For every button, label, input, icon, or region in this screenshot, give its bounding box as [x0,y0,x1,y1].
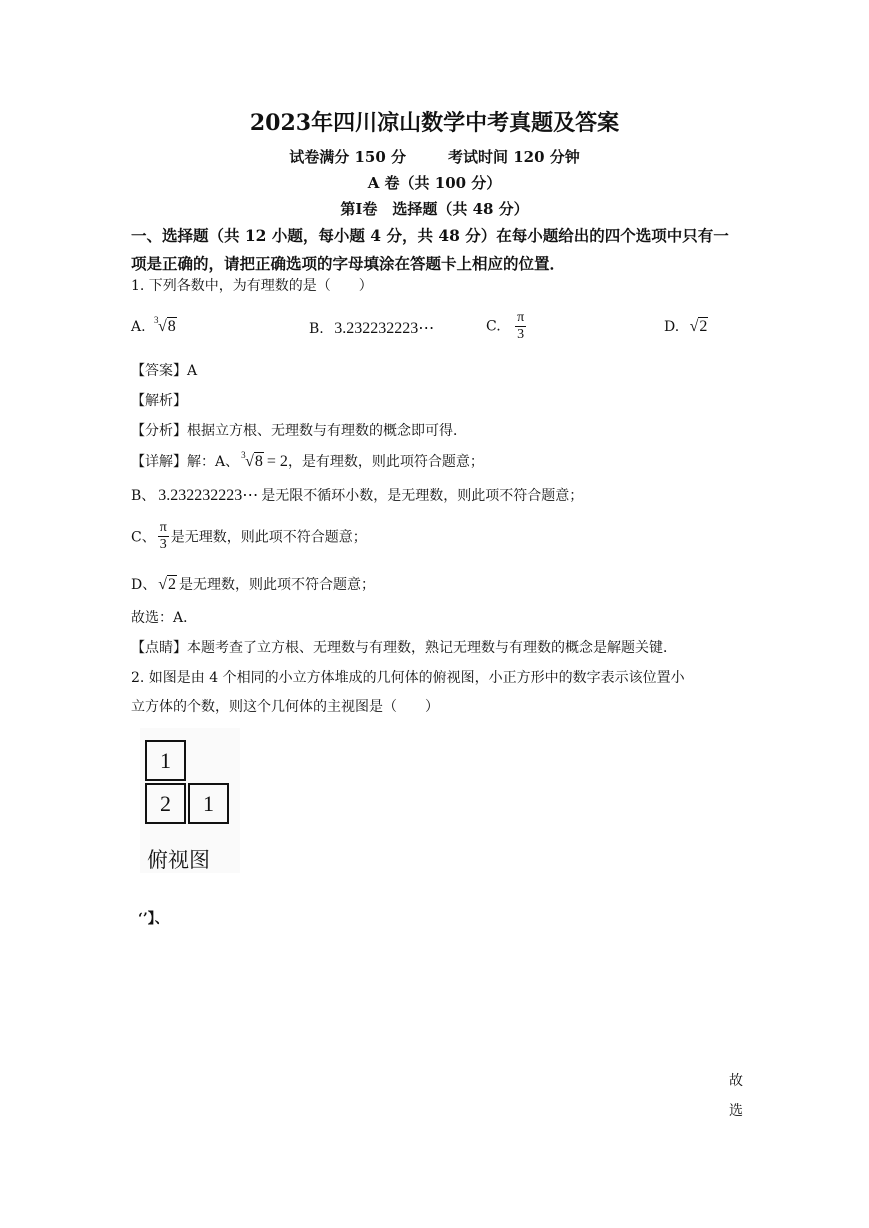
option-c-label: C. [486,318,501,335]
option-b-label: B. [309,321,324,337]
radicand: 8 [254,453,263,470]
q1-stem: 1. 下列各数中，为有理数的是（ ） [131,278,373,294]
q1-choose: 故选：A． [131,610,198,626]
q1-fenxi: 【分析】根据立方根、无理数与有理数的概念即可得． [131,423,467,439]
fraction-numerator: π [159,520,167,535]
exam-time: 考试时间 120 分钟 [448,148,580,166]
grid-cell-bottom-right: 1 [188,783,229,824]
cube-root-expression: 3 √8 [154,315,176,335]
part-heading: 第Ⅰ卷 选择题（共 48 分） [340,200,529,218]
volume-heading: A 卷（共 100 分） [367,174,502,192]
option-d-label: D. [664,319,680,335]
full-score: 试卷满分 150 分 [289,148,406,166]
detail-d-prefix: D、 [131,577,157,593]
figure-caption: 俯视图 [147,848,210,872]
detail-c-suffix: 是无理数，则此项不符合题意； [170,529,367,546]
text-fragment: ‘’】、 [138,911,169,927]
side-char-2: 选 [729,1103,743,1119]
detail-d-suffix: 是无理数，则此项不符合题意； [179,577,376,593]
fraction-denominator: 3 [159,537,167,552]
square-root-expression: √2 [689,318,708,335]
q2-stem-line-1: 2. 如图是由 4 个相同的小立方体堆成的几何体的俯视图，小正方形中的数字表示该位置小 [131,670,685,686]
option-b-value: 3.232232223⋯ [334,320,435,337]
equals-value: = 2 [266,453,288,470]
root-index: 3 [241,450,246,460]
q1-option-a [131,315,177,336]
fraction-numerator: π [517,310,525,325]
q1-detail-a [131,451,484,471]
radicand: 8 [167,318,176,335]
grid-cell-bottom-left: 2 [145,783,186,824]
root-index: 3 [154,315,159,325]
side-char-1: 故 [729,1073,743,1089]
q1-option-b [309,318,434,338]
cube-root-expression: 3 √8 [241,450,263,470]
detail-b-value: 3.232232223⋯ [158,487,259,504]
exam-meta [0,146,869,167]
radicand: 2 [699,318,708,335]
q1-detail-d [131,574,375,594]
detail-b-prefix: B、 [131,488,156,504]
q1-analysis-heading: 【解析】 [131,393,187,409]
pi-over-3-fraction [515,310,526,343]
detail-a-prefix: 【详解】解：A、 [131,454,240,470]
option-a-label: A. [131,319,146,335]
detail-a-suffix: ，是有理数，则此项符合题意； [287,454,484,470]
grid-cell-top-left: 1 [145,740,186,781]
q1-option-d [664,318,708,336]
detail-b-suffix: 是无限不循环小数，是无理数，则此项不符合题意； [261,488,584,504]
q1-answer: 【答案】A [131,363,198,379]
square-root-expression: √2 [158,576,177,593]
q1-dianjing: 【点睛】本题考查了立方根、无理数与有理数，熟记无理数与有理数的概念是解题关键． [131,640,677,656]
q1-detail-c [131,520,367,553]
detail-c-prefix: C、 [131,529,156,546]
q1-option-c [486,310,526,343]
fraction-denominator: 3 [517,327,525,342]
document-title: 2023年四川凉山数学中考真题及答案 [249,110,620,136]
pi-over-3-fraction [158,520,169,553]
radicand: 2 [168,576,177,593]
section-instructions: 一、选择题（共 12 小题，每小题 4 分，共 48 分）在每小题给出的四个选项中只有一项是正确的，请把正确选项的字母填涂在答题卡上相应的位置． [131,226,729,273]
q2-stem-line-2: 立方体的个数，则这个几何体的主视图是（ ） [131,699,439,715]
q1-detail-b [131,485,583,505]
